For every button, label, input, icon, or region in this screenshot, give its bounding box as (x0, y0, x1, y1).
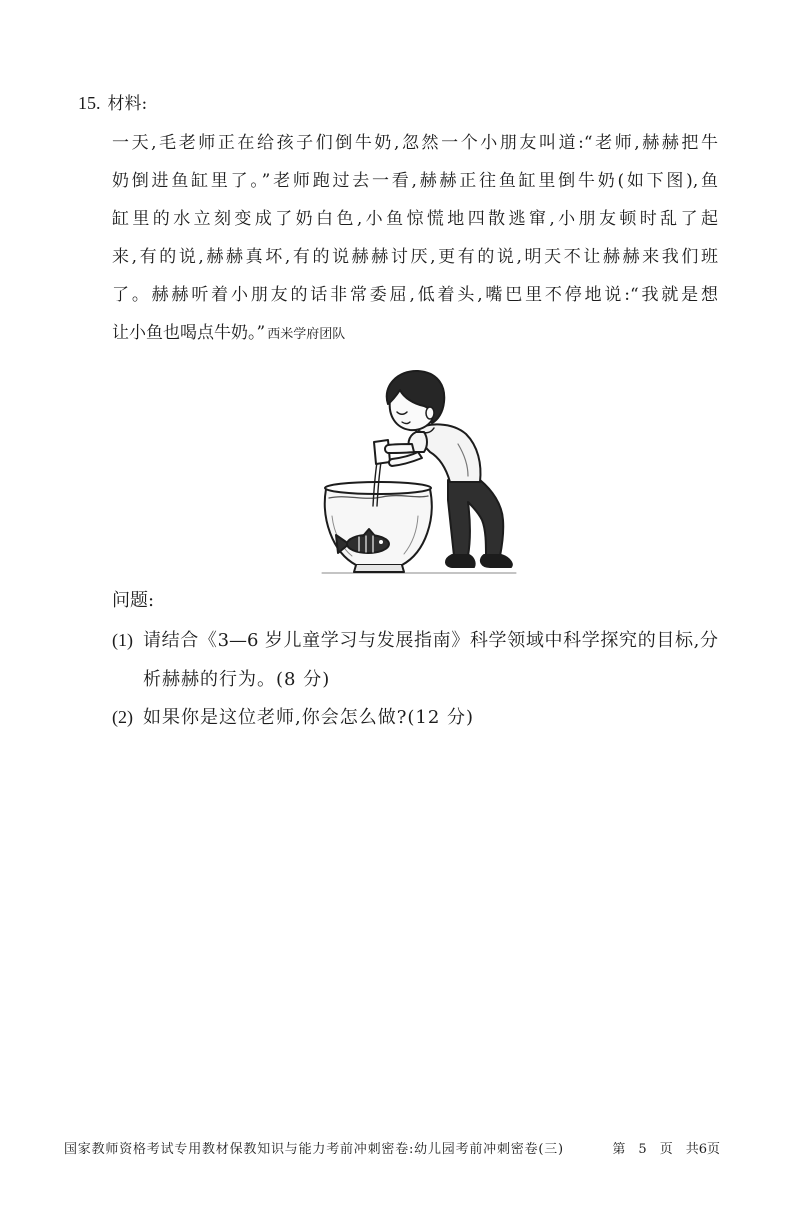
sub-question-2 (112, 698, 718, 737)
material-paragraph (112, 124, 718, 352)
paragraph-line: 了。赫赫听着小朋友的话非常委屈,低着头,嘴巴里不停地说:“我就是想 (112, 285, 718, 305)
sub-question-body (143, 621, 718, 699)
sub-question-number: (1) (112, 630, 133, 650)
fishbowl-base (354, 565, 404, 572)
boy-ear (426, 407, 434, 419)
footer-page-number: 5 (638, 1142, 647, 1157)
questions-label: 问题: (112, 590, 155, 611)
page-footer (64, 1140, 720, 1160)
source-note: 西米学府团队 (267, 327, 346, 342)
sub-question-1 (112, 621, 718, 699)
sub-question-line: 析赫赫的行为。(8 分) (143, 669, 331, 690)
question-heading (78, 92, 147, 115)
fish-eye (379, 540, 383, 544)
fishbowl-body (325, 489, 432, 565)
sub-question-line: 如果你是这位老师,你会怎么做?(12 分) (143, 707, 475, 728)
footer-page-info (612, 1140, 720, 1160)
paragraph-line: 一天,毛老师正在给孩子们倒牛奶,忽然一个小朋友叫道:“老师,赫赫把牛 (112, 133, 718, 153)
paragraph-line-text: 让小鱼也喝点牛奶。” (112, 323, 266, 343)
footer-title: 国家教师资格考试专用教材保教知识与能力考前冲刺密卷:幼儿园考前冲刺密卷(三) (64, 1142, 564, 1157)
paragraph-line: 缸里的水立刻变成了奶白色,小鱼惊慌地四散逃窜,小朋友顿时乱了起 (112, 209, 718, 229)
fish-body (347, 535, 389, 553)
boy-arm-front (389, 452, 422, 466)
illustration (318, 366, 518, 578)
boy-pants (448, 480, 503, 556)
paragraph-line: 奶倒进鱼缸里了。”老师跑过去一看,赫赫正往鱼缸里倒牛奶(如下图),鱼 (112, 171, 718, 191)
paragraph-line-last (112, 314, 718, 352)
sub-question-number: (2) (112, 707, 133, 727)
boy-shoe-front (446, 555, 475, 567)
footer-page-prefix: 第 (612, 1142, 626, 1157)
sub-question-body (143, 698, 718, 737)
paragraph-line: 来,有的说,赫赫真坏,有的说赫赫讨厌,更有的说,明天不让赫赫来我们班 (112, 247, 718, 267)
boy-shoe-back (481, 555, 512, 567)
sub-question-line: 请结合《3—6 岁儿童学习与发展指南》科学领域中科学探究的目标,分 (143, 630, 718, 651)
footer-page-unit: 页 (659, 1142, 673, 1157)
footer-page-total: 共6页 (685, 1142, 720, 1157)
boy-arm-back (385, 444, 414, 453)
material-label: 材料: (107, 94, 148, 114)
question-number: 15. (78, 93, 101, 113)
